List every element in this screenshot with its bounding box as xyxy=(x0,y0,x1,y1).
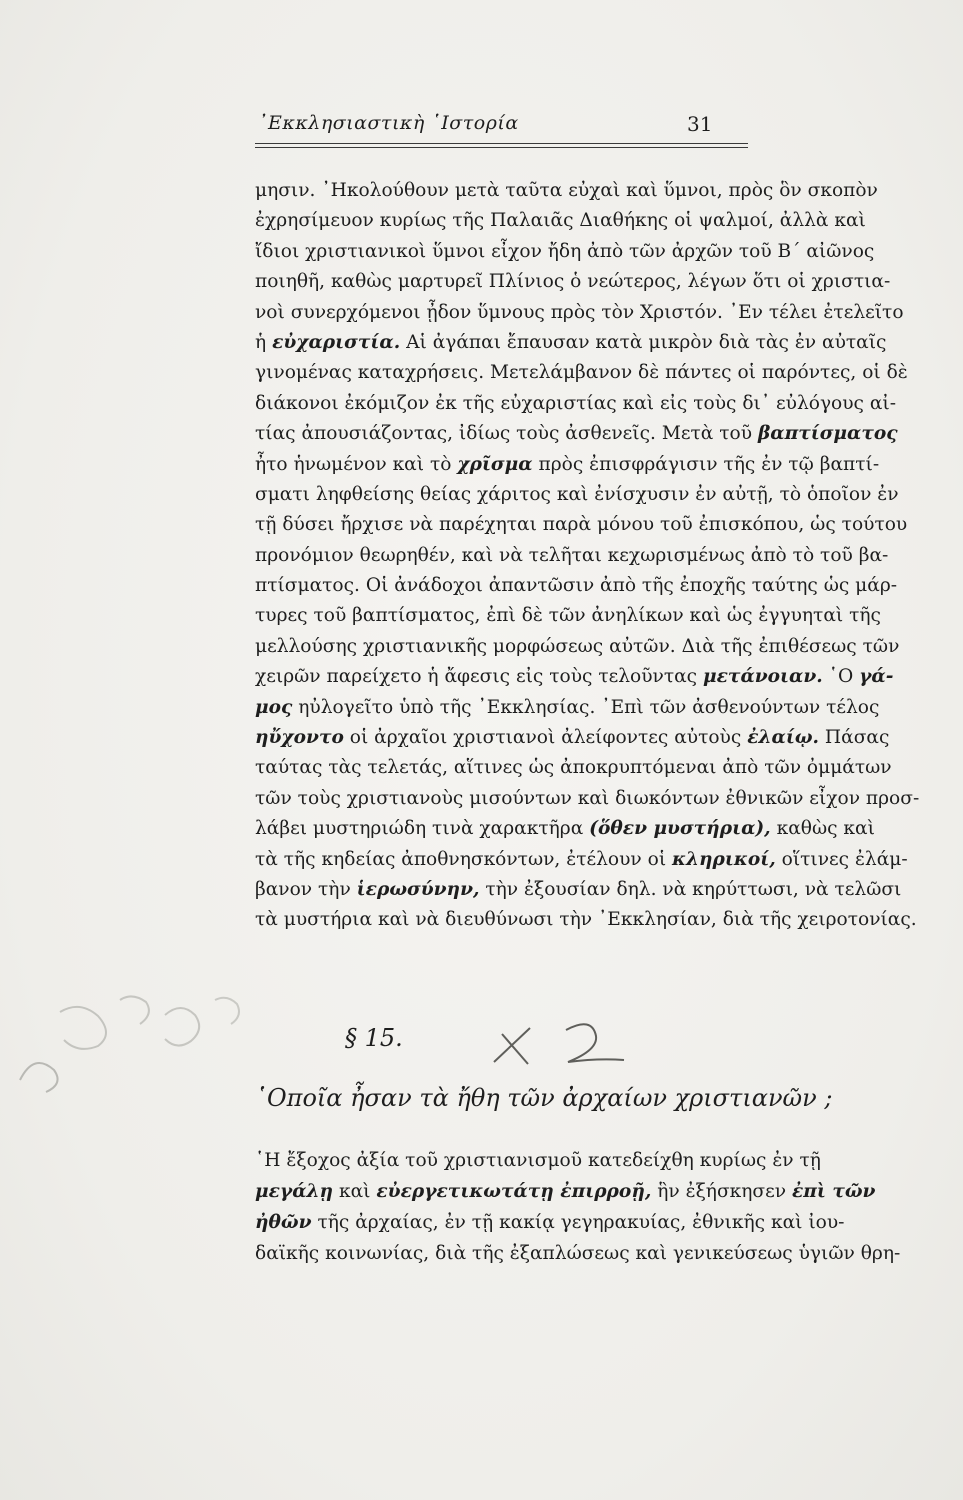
text-run: μησιν. ᾿Ηκολούθουν μετὰ ταῦτα εὐχαὶ καὶ ὕμνοι, πρὸς ὃν σκοπὸν xyxy=(255,180,878,201)
text-run: νοὶ συνερχόμενοι ᾖδον ὕμνους πρὸς τὸν Χριστόν. ᾿Εν τέλει ἐτελεῖτο xyxy=(255,301,904,323)
emphasized-term: ἐπὶ τῶν xyxy=(791,1181,876,1202)
pencil-two xyxy=(566,1024,624,1062)
text-run: τῇ δύσει ἤρχισε νὰ παρέχηται παρὰ μόνου τοῦ ἐπισκόπου, ὡς τούτου xyxy=(255,514,908,536)
text-run: Πάσας xyxy=(819,727,890,749)
text-run: ῾Η ἔξοχος ἀξία τοῦ χριστιανισμοῦ κατεδείχθη κυρίως ἐν τῇ xyxy=(255,1150,821,1171)
pencil-scribble xyxy=(20,1063,58,1092)
text-run: ἡ xyxy=(255,331,273,353)
emphasized-term: μεγάλῃ xyxy=(255,1181,334,1202)
pencil-cross xyxy=(502,1034,528,1064)
text-run: ῾Ο xyxy=(822,666,860,688)
text-run: ἦτο ἡνωμένον καὶ τὸ xyxy=(255,453,458,475)
pencil-scribble xyxy=(120,996,149,1024)
text-line xyxy=(255,1176,876,1207)
text-run: καὶ xyxy=(333,1181,377,1202)
running-title: ᾿Εκκλησιαστικὴ ῾Ιστορία xyxy=(258,112,519,134)
text-run: διάκονοι ἐκόμιζον ἐκ τῆς εὐχαριστίας καὶ εἰς τοὺς δι᾿ εὐλόγους αἰ- xyxy=(255,392,897,414)
text-line xyxy=(255,1238,901,1269)
text-run: βανον τὴν xyxy=(255,878,357,900)
section-paragraph xyxy=(255,1145,901,1269)
text-run: ποιηθῆ, καθὼς μαρτυρεῖ Πλίνιος ὁ νεώτερος, λέγων ὅτι οἱ χριστια- xyxy=(255,271,891,293)
text-run: γινομένας καταχρήσεις. Μετελάμβανον δὲ πάντες οἱ παρόντες, οἱ δὲ xyxy=(255,362,908,384)
text-run: ἐχρησίμευον κυρίως τῆς Παλαιᾶς Διαθήκης οἱ ψαλμοί, ἀλλὰ καὶ xyxy=(255,210,866,232)
emphasized-term: γά- xyxy=(859,666,894,688)
section-title: ῾Οποῖα ἦσαν τὰ ἤθη τῶν ἀρχαίων χριστιανῶν ; xyxy=(255,1084,833,1112)
text-run: ταύτας τὰς τελετάς, αἵτινες ὡς ἀποκρυπτόμεναι ἀπὸ τῶν ὀμμάτων xyxy=(255,757,892,779)
text-line xyxy=(255,1207,845,1238)
text-run: ηὐλογεῖτο ὑπὸ τῆς ᾿Εκκλησίας. ᾿Επὶ τῶν ἀσθενούντων τέλος xyxy=(292,696,880,718)
text-run: πτίσματος. Οἱ ἀνάδοχοι ἀπαντῶσιν ἀπὸ τῆς ἐποχῆς ταύτης ὡς μάρ- xyxy=(255,575,898,597)
text-run: τὰ μυστήρια καὶ νὰ διευθύνωσι τὴν ᾿Εκκλησίαν, διὰ τῆς χειροτονίας. xyxy=(255,909,917,931)
emphasized-term: βαπτίσματος xyxy=(757,423,898,445)
text-run: λάβει μυστηριώδη τινὰ χαρακτῆρα xyxy=(255,818,590,840)
emphasized-term: χρῖσμα xyxy=(457,453,533,475)
text-run: ἴδιοι χριστιανικοὶ ὕμνοι εἶχον ἤδη ἀπὸ τῶν ἀρχῶν τοῦ Β΄ αἰῶνος xyxy=(255,240,875,262)
text-run: οἱ ἀρχαῖοι χριστιανοὶ ἀλείφοντες αὐτοὺς xyxy=(343,727,748,749)
emphasized-term: ηὔχοντο xyxy=(255,727,344,749)
emphasized-term: ἐλαίῳ. xyxy=(747,727,820,749)
text-run: χειρῶν παρείχετο ἡ ἄφεσις εἰς τοὺς τελοῦντας xyxy=(255,666,704,688)
text-run: τὴν ἐξουσίαν δηλ. νὰ κηρύττωσι, νὰ τελῶσι xyxy=(479,878,902,900)
text-run: τίας ἀπουσιάζοντας, ἰδίως τοὺς ἀσθενεῖς. Μετὰ τοῦ xyxy=(255,423,758,445)
emphasized-term: εὐχαριστία. xyxy=(272,331,401,353)
emphasized-term: μετάνοιαν. xyxy=(703,666,823,688)
emphasized-term: ἱερωσύνην, xyxy=(356,878,480,900)
text-run: οἵτινες ἐλάμ- xyxy=(775,848,908,870)
pencil-scribble xyxy=(60,1007,106,1049)
text-run: σματι ληφθείσης θείας χάριτος καὶ ἐνίσχυσιν ἐν αὐτῇ, τὸ ὁποῖον ἐν xyxy=(255,483,899,505)
text-run: τυρες τοῦ βαπτίσματος, ἐπὶ δὲ τῶν ἀνηλίκων καὶ ὡς ἐγγυηταὶ τῆς xyxy=(255,605,881,627)
emphasized-term: ἠθῶν xyxy=(255,1212,312,1233)
text-run: καθὼς καὶ xyxy=(770,818,875,840)
pencil-scribble xyxy=(215,998,239,1024)
text-run: τὰ τῆς κηδείας ἀποθνησκόντων, ἐτέλουν οἱ xyxy=(255,848,673,870)
text-run: τῶν τοὺς χριστιανοὺς μισούντων καὶ διωκόντων ἐθνικῶν εἶχον προσ- xyxy=(255,787,920,809)
emphasized-term: (ὅθεν μυστήρια), xyxy=(589,818,771,840)
page-number: 31 xyxy=(687,112,713,136)
emphasized-term: μος xyxy=(255,696,293,718)
text-run: προνόμιον θεωρηθέν, καὶ νὰ τελῆται κεχωρισμένως ἀπὸ τὸ τοῦ βα- xyxy=(255,544,889,566)
text-run: δαϊκῆς κοινωνίας, διὰ τῆς ἐξαπλώσεως καὶ γενικεύσεως ὑγιῶν θρη- xyxy=(255,1243,901,1264)
section-number: § 15. xyxy=(345,1024,403,1052)
text-run: μελλούσης χριστιανικῆς μορφώσεως αὐτῶν. Διὰ τῆς ἐπιθέσεως τῶν xyxy=(255,635,900,657)
text-run: ἣν ἐξήσκησεν xyxy=(651,1181,792,1202)
text-run: τῆς ἀρχαίας, ἐν τῇ κακίᾳ γεγηρακυίας, ἐθνικῆς καὶ ἰου- xyxy=(311,1212,845,1233)
text-run: πρὸς ἐπισφράγισιν τῆς ἐν τῷ βαπτί- xyxy=(532,453,880,475)
emphasized-term: κληρικοί, xyxy=(672,848,776,870)
text-run: Αἱ ἀγάπαι ἔπαυσαν κατὰ μικρὸν διὰ τὰς ἐν αὐταῖς xyxy=(400,331,887,353)
text-line xyxy=(255,1145,821,1176)
emphasized-term: εὐεργετικωτάτῃ ἐπιρροῇ, xyxy=(376,1181,652,1202)
pencil-scribble xyxy=(165,1008,199,1046)
